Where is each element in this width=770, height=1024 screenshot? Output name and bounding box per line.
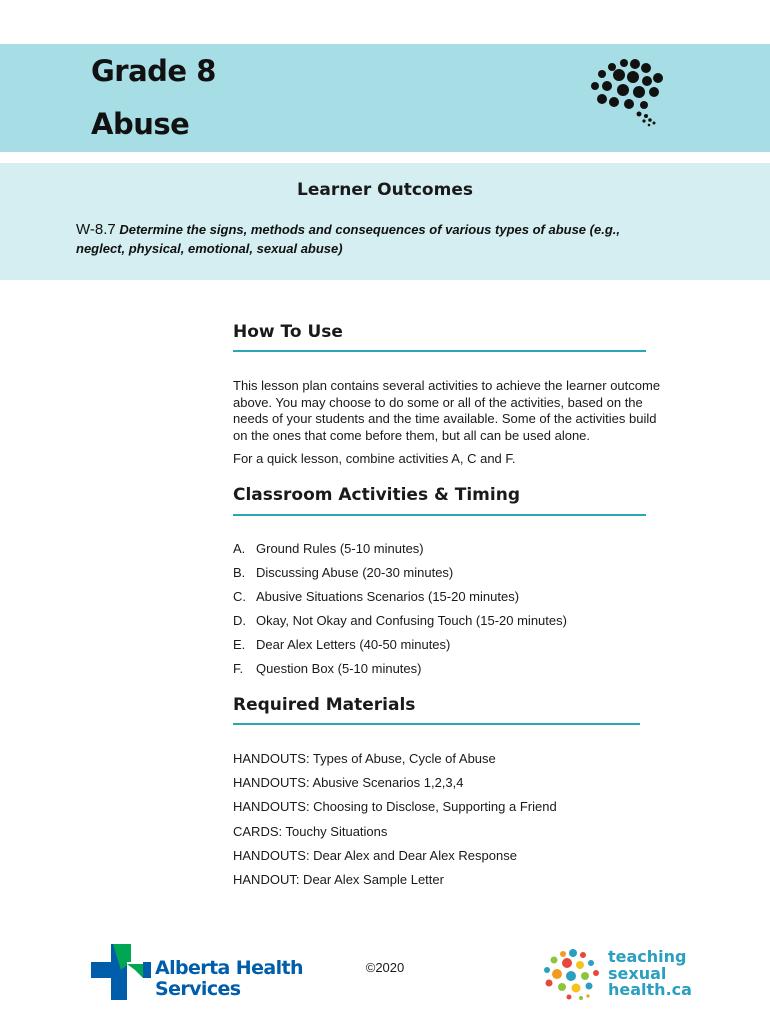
tsh-line2: sexual — [608, 963, 667, 983]
learner-outcome-statement — [76, 220, 696, 258]
teaching-sexual-health-logo-icon — [541, 948, 605, 1002]
list-item — [233, 636, 567, 660]
section-divider — [233, 723, 640, 725]
copyright: ©2020 — [365, 960, 405, 975]
learner-outcomes-title: Learner Outcomes — [297, 180, 473, 200]
activities-title: Classroom Activities & Timing — [233, 485, 520, 505]
speech-bubble-dots-icon — [588, 56, 668, 128]
teaching-sexual-health-wordmark — [608, 949, 692, 999]
activity-text: Okay, Not Okay and Confusing Touch (15-20 minutes) — [256, 613, 567, 628]
activities-list — [233, 540, 567, 684]
paragraph-line: above. You may choose to do some or all of the activities, based on the — [233, 394, 643, 410]
list-item — [233, 612, 567, 636]
how-to-use-title: How To Use — [233, 322, 343, 342]
section-divider — [233, 350, 646, 352]
topic-title: Abuse — [91, 107, 190, 141]
outcome-code: W-8.7 — [76, 221, 116, 238]
paragraph-line: This lesson plan contains several activities to achieve the learner outcome — [233, 378, 661, 393]
outcome-text-line1: Determine the signs, methods and consequences of various types of abuse (e.g., — [119, 222, 620, 237]
activity-text: Discussing Abuse (20-30 minutes) — [256, 565, 454, 580]
list-item: CARDS: Touchy Situations — [233, 823, 388, 839]
paragraph-line: on the ones that come before them, but all can be used alone. — [233, 427, 591, 443]
activity-letter: A. — [233, 541, 246, 556]
tsh-line1: teaching — [608, 947, 687, 966]
activity-text: Dear Alex Letters (40-50 minutes) — [256, 637, 451, 652]
materials-list — [233, 750, 557, 895]
list-item — [233, 660, 567, 684]
how-to-use-paragraph — [233, 378, 693, 444]
grade-title: Grade 8 — [91, 54, 216, 88]
list-item — [233, 540, 567, 564]
list-item — [233, 588, 567, 612]
section-divider — [233, 514, 646, 516]
activity-text: Abusive Situations Scenarios (15-20 minutes) — [256, 589, 520, 604]
list-item: HANDOUTS: Types of Abuse, Cycle of Abuse — [233, 751, 496, 766]
quick-lesson-note: For a quick lesson, combine activities A, C and F. — [233, 451, 516, 466]
outcome-text-line2: neglect, physical, emotional, sexual abuse) — [76, 241, 343, 256]
list-item: HANDOUTS: Choosing to Disclose, Supporting a Friend — [233, 799, 557, 815]
activity-letter: C. — [233, 589, 246, 604]
activity-text: Ground Rules (5-10 minutes) — [256, 541, 424, 556]
list-item: HANDOUTS: Dear Alex and Dear Alex Response — [233, 847, 517, 863]
paragraph-line: needs of your students and the time available. Some of the activities build — [233, 411, 657, 426]
materials-title: Required Materials — [233, 695, 416, 715]
list-item — [233, 564, 567, 588]
activity-letter: E. — [233, 637, 246, 652]
activity-letter: D. — [233, 613, 246, 628]
activity-text: Question Box (5-10 minutes) — [256, 661, 422, 676]
activity-letter: B. — [233, 565, 246, 580]
ahs-line2: Services — [155, 978, 241, 1000]
tsh-line3: health.ca — [608, 980, 692, 999]
activity-letter: F. — [233, 661, 244, 676]
list-item: HANDOUTS: Abusive Scenarios 1,2,3,4 — [233, 775, 464, 791]
ahs-line1: Alberta Health — [155, 957, 303, 979]
list-item: HANDOUT: Dear Alex Sample Letter — [233, 871, 444, 887]
